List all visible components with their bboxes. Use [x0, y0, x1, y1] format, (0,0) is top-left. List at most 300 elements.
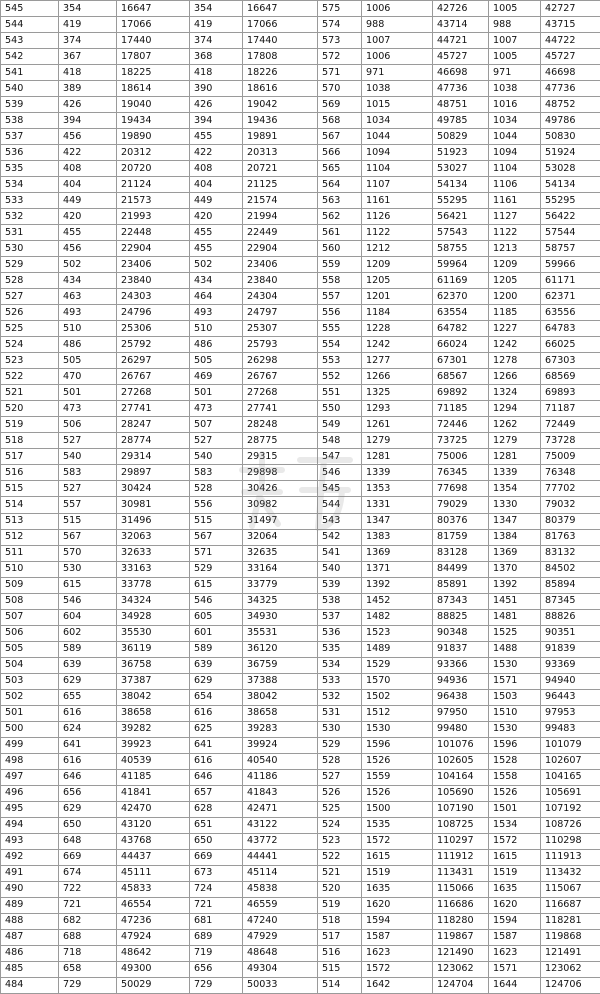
table-cell: 19434: [117, 113, 190, 129]
table-cell: 404: [59, 177, 117, 193]
table-cell: 77698: [433, 481, 489, 497]
table-cell: 46554: [117, 897, 190, 913]
table-cell: 729: [190, 977, 243, 993]
table-cell: 121490: [433, 945, 489, 961]
table-cell: 507: [1, 609, 59, 625]
table-cell: 1281: [489, 449, 541, 465]
table-cell: 24796: [117, 305, 190, 321]
table-cell: 33163: [117, 561, 190, 577]
table-cell: 721: [59, 897, 117, 913]
table-row: [1, 289, 600, 305]
table-cell: 62371: [541, 289, 600, 305]
table-cell: 463: [59, 289, 117, 305]
table-cell: 394: [190, 113, 243, 129]
table-cell: 1644: [489, 977, 541, 993]
table-cell: 97950: [433, 705, 489, 721]
table-cell: 1161: [362, 193, 433, 209]
table-cell: 1106: [489, 177, 541, 193]
table-cell: 29898: [243, 465, 318, 481]
table-cell: 1482: [362, 609, 433, 625]
table-row: [1, 17, 600, 33]
table-cell: 529: [190, 561, 243, 577]
table-cell: 1615: [362, 849, 433, 865]
table-cell: 641: [190, 737, 243, 753]
table-cell: 567: [318, 129, 362, 145]
table-cell: 522: [1, 369, 59, 385]
table-row: [1, 609, 600, 625]
table-cell: 546: [59, 593, 117, 609]
table-cell: 45114: [243, 865, 318, 881]
table-cell: 721: [190, 897, 243, 913]
table-cell: 18225: [117, 65, 190, 81]
table-cell: 563: [318, 193, 362, 209]
table-cell: 17440: [243, 33, 318, 49]
table-cell: 532: [1, 209, 59, 225]
table-cell: 80376: [433, 513, 489, 529]
table-cell: 1596: [362, 737, 433, 753]
table-row: [1, 881, 600, 897]
table-row: [1, 865, 600, 881]
table-cell: 520: [1, 401, 59, 417]
table-cell: 523: [318, 833, 362, 849]
table-cell: 615: [190, 577, 243, 593]
table-cell: 17808: [243, 49, 318, 65]
table-cell: 354: [190, 1, 243, 17]
table-cell: 517: [318, 929, 362, 945]
table-cell: 38658: [117, 705, 190, 721]
table-cell: 20721: [243, 161, 318, 177]
table-cell: 107192: [541, 801, 600, 817]
table-cell: 20720: [117, 161, 190, 177]
table-cell: 573: [318, 33, 362, 49]
table-row: [1, 193, 600, 209]
table-cell: 536: [1, 145, 59, 161]
table-cell: 1615: [489, 849, 541, 865]
table-cell: 30981: [117, 497, 190, 513]
table-cell: 1212: [362, 241, 433, 257]
table-cell: 66024: [433, 337, 489, 353]
table-cell: 44721: [433, 33, 489, 49]
table-cell: 79032: [541, 497, 600, 513]
table-cell: 39923: [117, 737, 190, 753]
table-cell: 63554: [433, 305, 489, 321]
table-cell: 605: [190, 609, 243, 625]
table-cell: 30424: [117, 481, 190, 497]
table-cell: 75006: [433, 449, 489, 465]
table-cell: 498: [1, 753, 59, 769]
table-cell: 455: [59, 225, 117, 241]
table-cell: 43120: [117, 817, 190, 833]
table-cell: 1392: [489, 577, 541, 593]
table-cell: 22449: [243, 225, 318, 241]
table-cell: 1242: [489, 337, 541, 353]
table-cell: 29314: [117, 449, 190, 465]
table-cell: 639: [59, 657, 117, 673]
table-cell: 422: [59, 145, 117, 161]
table-cell: 1205: [362, 273, 433, 289]
table-cell: 45838: [243, 881, 318, 897]
table-cell: 23406: [243, 257, 318, 273]
table-cell: 1324: [489, 385, 541, 401]
table-cell: 1572: [489, 833, 541, 849]
table-cell: 23840: [243, 273, 318, 289]
table-row: [1, 929, 600, 945]
table-cell: 119867: [433, 929, 489, 945]
table-cell: 729: [59, 977, 117, 993]
table-cell: 545: [318, 481, 362, 497]
table-cell: 616: [190, 705, 243, 721]
table-cell: 1006: [362, 49, 433, 65]
table-cell: 718: [59, 945, 117, 961]
table-cell: 368: [190, 49, 243, 65]
table-cell: 505: [190, 353, 243, 369]
table-cell: 629: [190, 673, 243, 689]
table-cell: 77702: [541, 481, 600, 497]
table-cell: 641: [59, 737, 117, 753]
table-cell: 426: [190, 97, 243, 113]
table-cell: 570: [59, 545, 117, 561]
table-cell: 521: [1, 385, 59, 401]
table-cell: 62370: [433, 289, 489, 305]
table-cell: 1519: [362, 865, 433, 881]
table-cell: 656: [59, 785, 117, 801]
table-cell: 81759: [433, 529, 489, 545]
table-cell: 564: [318, 177, 362, 193]
table-cell: 115067: [541, 881, 600, 897]
table-cell: 1529: [362, 657, 433, 673]
table-cell: 85894: [541, 577, 600, 593]
table-cell: 616: [190, 753, 243, 769]
table-row: [1, 705, 600, 721]
table-cell: 543: [1, 33, 59, 49]
table-cell: 124704: [433, 977, 489, 993]
table-cell: 464: [190, 289, 243, 305]
table-cell: 1007: [362, 33, 433, 49]
table-cell: 528: [190, 481, 243, 497]
table-cell: 93366: [433, 657, 489, 673]
table-cell: 48752: [541, 97, 600, 113]
table-cell: 514: [1, 497, 59, 513]
table-cell: 515: [59, 513, 117, 529]
table-cell: 1620: [489, 897, 541, 913]
table-cell: 49785: [433, 113, 489, 129]
table-cell: 527: [59, 481, 117, 497]
table-cell: 19040: [117, 97, 190, 113]
table-cell: 1370: [489, 561, 541, 577]
table-cell: 570: [318, 81, 362, 97]
table-cell: 1278: [489, 353, 541, 369]
table-cell: 1535: [362, 817, 433, 833]
table-cell: 30426: [243, 481, 318, 497]
table-cell: 21573: [117, 193, 190, 209]
table-cell: 18616: [243, 81, 318, 97]
table-cell: 16647: [243, 1, 318, 17]
table-row: [1, 689, 600, 705]
table-cell: 389: [59, 81, 117, 97]
table-cell: 34325: [243, 593, 318, 609]
table-cell: 43715: [541, 17, 600, 33]
table-cell: 988: [489, 17, 541, 33]
table-cell: 511: [1, 545, 59, 561]
table-cell: 23840: [117, 273, 190, 289]
table-cell: 505: [59, 353, 117, 369]
table-cell: 646: [190, 769, 243, 785]
table-row: [1, 113, 600, 129]
table-row: [1, 673, 600, 689]
table-cell: 502: [59, 257, 117, 273]
table-row: [1, 65, 600, 81]
table-row: [1, 417, 600, 433]
table-cell: 107190: [433, 801, 489, 817]
table-cell: 71185: [433, 401, 489, 417]
table-cell: 33164: [243, 561, 318, 577]
table-cell: 535: [1, 161, 59, 177]
table-cell: 110298: [541, 833, 600, 849]
table-cell: 101079: [541, 737, 600, 753]
table-cell: 56421: [433, 209, 489, 225]
table-cell: 394: [59, 113, 117, 129]
table-cell: 1034: [362, 113, 433, 129]
table-row: [1, 657, 600, 673]
table-cell: 1016: [489, 97, 541, 113]
table-cell: 518: [1, 433, 59, 449]
table-cell: 64783: [541, 321, 600, 337]
table-cell: 484: [1, 977, 59, 993]
table-cell: 33778: [117, 577, 190, 593]
table-cell: 1277: [362, 353, 433, 369]
table-cell: 51924: [541, 145, 600, 161]
table-cell: 68567: [433, 369, 489, 385]
table-cell: 525: [1, 321, 59, 337]
table-cell: 27268: [117, 385, 190, 401]
table-cell: 20313: [243, 145, 318, 161]
table-cell: 44722: [541, 33, 600, 49]
table-cell: 532: [318, 689, 362, 705]
table-cell: 1510: [489, 705, 541, 721]
table-cell: 1572: [362, 961, 433, 977]
table-cell: 419: [190, 17, 243, 33]
table-cell: 26767: [243, 369, 318, 385]
table-cell: 502: [190, 257, 243, 273]
table-cell: 32063: [117, 529, 190, 545]
table-row: [1, 465, 600, 481]
table-cell: 571: [318, 65, 362, 81]
table-cell: 36758: [117, 657, 190, 673]
table-cell: 22904: [117, 241, 190, 257]
table-cell: 18614: [117, 81, 190, 97]
table-cell: 22448: [117, 225, 190, 241]
table-cell: 601: [190, 625, 243, 641]
table-cell: 988: [362, 17, 433, 33]
table-cell: 418: [190, 65, 243, 81]
table-cell: 1512: [362, 705, 433, 721]
table-cell: 538: [318, 593, 362, 609]
table-cell: 73725: [433, 433, 489, 449]
table-cell: 119868: [541, 929, 600, 945]
table-row: [1, 321, 600, 337]
table-cell: 123062: [433, 961, 489, 977]
table-cell: 531: [1, 225, 59, 241]
table-cell: 87345: [541, 593, 600, 609]
table-cell: 544: [318, 497, 362, 513]
table-cell: 47924: [117, 929, 190, 945]
table-cell: 36119: [117, 641, 190, 657]
table-cell: 506: [59, 417, 117, 433]
table-cell: 1122: [489, 225, 541, 241]
table-cell: 1596: [489, 737, 541, 753]
table-cell: 574: [318, 17, 362, 33]
table-cell: 26298: [243, 353, 318, 369]
table-row: [1, 401, 600, 417]
table-cell: 689: [190, 929, 243, 945]
table-cell: 540: [59, 449, 117, 465]
table-cell: 21124: [117, 177, 190, 193]
table-cell: 485: [1, 961, 59, 977]
table-cell: 61171: [541, 273, 600, 289]
table-cell: 1200: [489, 289, 541, 305]
table-cell: 1572: [362, 833, 433, 849]
table-cell: 45727: [433, 49, 489, 65]
table-cell: 93369: [541, 657, 600, 673]
table-cell: 539: [1, 97, 59, 113]
table-cell: 1642: [362, 977, 433, 993]
table-cell: 84499: [433, 561, 489, 577]
table-cell: 1293: [362, 401, 433, 417]
table-cell: 67303: [541, 353, 600, 369]
table-cell: 548: [318, 433, 362, 449]
table-cell: 1500: [362, 801, 433, 817]
table-cell: 58757: [541, 241, 600, 257]
table-cell: 1044: [489, 129, 541, 145]
table-row: [1, 721, 600, 737]
table-cell: 486: [190, 337, 243, 353]
table-cell: 486: [1, 945, 59, 961]
table-cell: 404: [190, 177, 243, 193]
table-cell: 1347: [489, 513, 541, 529]
table-row: [1, 1, 600, 17]
table-cell: 541: [318, 545, 362, 561]
table-row: [1, 977, 600, 993]
table-cell: 31496: [117, 513, 190, 529]
table-cell: 1452: [362, 593, 433, 609]
table-cell: 1558: [489, 769, 541, 785]
table-cell: 37387: [117, 673, 190, 689]
table-row: [1, 577, 600, 593]
table-cell: 66025: [541, 337, 600, 353]
table-cell: 517: [1, 449, 59, 465]
table-cell: 497: [1, 769, 59, 785]
table-cell: 542: [1, 49, 59, 65]
table-row: [1, 481, 600, 497]
table-cell: 99480: [433, 721, 489, 737]
table-cell: 40539: [117, 753, 190, 769]
table-cell: 629: [59, 673, 117, 689]
table-cell: 549: [318, 417, 362, 433]
table-cell: 648: [59, 833, 117, 849]
table-cell: 583: [190, 465, 243, 481]
table-cell: 30982: [243, 497, 318, 513]
table-cell: 534: [318, 657, 362, 673]
table-cell: 491: [1, 865, 59, 881]
table-cell: 583: [59, 465, 117, 481]
table-cell: 426: [59, 97, 117, 113]
table-cell: 510: [190, 321, 243, 337]
table-cell: 562: [318, 209, 362, 225]
table-cell: 42726: [433, 1, 489, 17]
table-cell: 408: [190, 161, 243, 177]
table-cell: 91837: [433, 641, 489, 657]
table-cell: 602: [59, 625, 117, 641]
table-row: [1, 497, 600, 513]
table-row: [1, 897, 600, 913]
table-row: [1, 369, 600, 385]
table-cell: 50829: [433, 129, 489, 145]
table-cell: 561: [318, 225, 362, 241]
table-cell: 531: [318, 705, 362, 721]
table-row: [1, 753, 600, 769]
table-cell: 546: [190, 593, 243, 609]
table-row: [1, 209, 600, 225]
table-cell: 540: [318, 561, 362, 577]
table-cell: 1571: [489, 961, 541, 977]
table-cell: 41841: [117, 785, 190, 801]
table-cell: 41186: [243, 769, 318, 785]
table-cell: 547: [318, 449, 362, 465]
table-cell: 24303: [117, 289, 190, 305]
table-cell: 72446: [433, 417, 489, 433]
table-cell: 34928: [117, 609, 190, 625]
table-cell: 49300: [117, 961, 190, 977]
table-cell: 73728: [541, 433, 600, 449]
table-cell: 575: [318, 1, 362, 17]
table-cell: 971: [489, 65, 541, 81]
table-cell: 87343: [433, 593, 489, 609]
table-row: [1, 529, 600, 545]
table-cell: 1006: [362, 1, 433, 17]
table-cell: 97953: [541, 705, 600, 721]
table-cell: 1525: [489, 625, 541, 641]
table-cell: 542: [318, 529, 362, 545]
table-cell: 1571: [489, 673, 541, 689]
table-cell: 71187: [541, 401, 600, 417]
table-cell: 527: [59, 433, 117, 449]
table-cell: 535: [318, 641, 362, 657]
table-cell: 124706: [541, 977, 600, 993]
table-cell: 25307: [243, 321, 318, 337]
table-cell: 544: [1, 17, 59, 33]
table-cell: 571: [190, 545, 243, 561]
table-cell: 674: [59, 865, 117, 881]
table-cell: 552: [318, 369, 362, 385]
table-cell: 22904: [243, 241, 318, 257]
table-cell: 673: [190, 865, 243, 881]
table-cell: 559: [318, 257, 362, 273]
table-cell: 23406: [117, 257, 190, 273]
table-cell: 523: [1, 353, 59, 369]
table-cell: 41185: [117, 769, 190, 785]
table-cell: 499: [1, 737, 59, 753]
table-cell: 94940: [541, 673, 600, 689]
table-row: [1, 337, 600, 353]
table-cell: 81763: [541, 529, 600, 545]
table-cell: 1489: [362, 641, 433, 657]
table-cell: 41843: [243, 785, 318, 801]
table-cell: 510: [59, 321, 117, 337]
table-cell: 1371: [362, 561, 433, 577]
table-cell: 539: [318, 577, 362, 593]
table-cell: 1623: [362, 945, 433, 961]
table-cell: 1620: [362, 897, 433, 913]
